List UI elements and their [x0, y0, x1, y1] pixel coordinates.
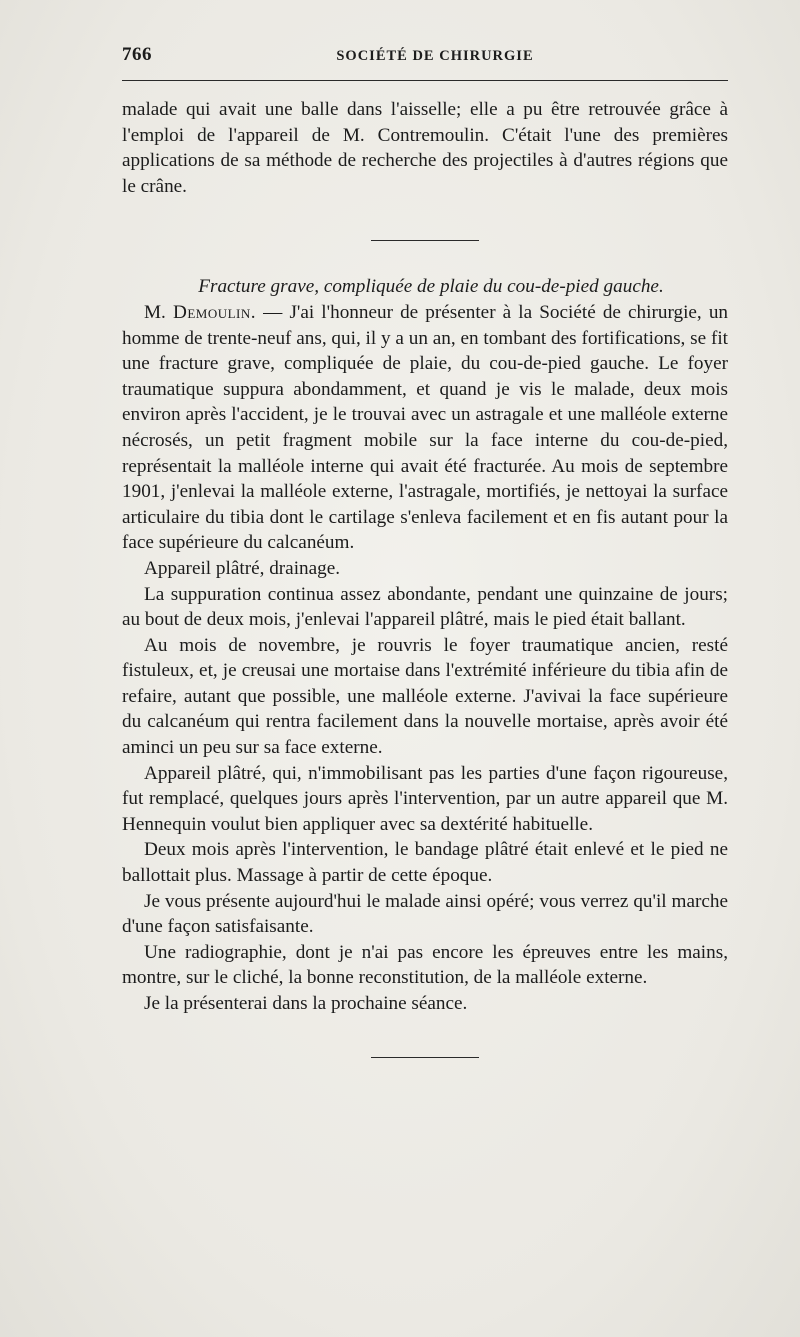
- paragraph-2: Appareil plâtré, drainage.: [144, 557, 341, 579]
- paragraph-1-text: — J'ai l'honneur de présenter à la Société de chirurgie, un homme de trente-neuf ans, qui, il y a un an, en tombant des fortifications, se fit une fracture grave, compliquée de plaie, du cou-de-pied gauche. Le foyer traumatique suppura abondamment, et quand je vis le malade, deux mois environ après l'accident, je le trouvai avec un astragale et une malléole externe nécrosés, un petit fragment mobile sur la face interne du cou-de-pied, représentait la malléole interne qui avait été fracturée. Au mois de septembre 1901, j'enlevai la malléole externe, l'astragale, mortifiés, je nettoyai la surface articulaire du tibia dont le cartilage s'enleva facilement et en fis autant pour la face supérieure du calcanéum.: [122, 301, 729, 554]
- page-number: 766: [122, 44, 152, 65]
- page-header: [122, 40, 728, 70]
- paragraph-6: Deux mois après l'intervention, le bandage plâtré était enlevé et le pied ne ballottait plus. Massage à partir de cette époque.: [122, 839, 728, 887]
- body-text: [122, 97, 728, 1058]
- paragraph-9: Je la présenterai dans la prochaine séance.: [144, 993, 468, 1014]
- speaker-prefix: M.: [144, 301, 166, 323]
- speaker-name: Demoulin.: [172, 301, 257, 323]
- paragraph-1: [122, 300, 728, 556]
- intro-paragraph: malade qui avait une balle dans l'aisselle; elle a pu être retrouvée grâce à l'emploi de l'appareil de M. Contremoulin. C'était l'une des premières applications de sa méthode de recherche des projectiles à d'autres régions que le crâne.: [122, 99, 728, 197]
- paragraph-8: Une radiographie, dont je n'ai pas encore les épreuves entre les mains, montre, sur le cliché, la bonne reconstitution, de la malléole externe.: [122, 941, 728, 989]
- paragraph-5: Appareil plâtré, qui, n'immobilisant pas les parties d'une façon rigoureuse, fut remplacé, quelques jours après l'intervention, par un autre appareil que M. Hennequin voulut bien appliquer avec sa dextérité habituelle.: [122, 762, 728, 835]
- header-rule: [122, 80, 728, 81]
- section-title: Fracture grave, compliquée de plaie du cou-de-pied gauche.: [198, 276, 664, 298]
- paragraph-4: Au mois de novembre, je rouvris le foyer traumatique ancien, resté fistuleux, et, je creusai une mortaise dans l'extrémité inférieure du tibia afin de refaire, autant que possible, une malléole externe. J'avivai la face supérieure du calcanéum qui rentra facilement dans la nouvelle mortaise, après avoir été aminci un peu sur sa face externe.: [122, 634, 728, 759]
- paragraph-7: Je vous présente aujourd'hui le malade ainsi opéré; vous verrez qu'il marche d'une façon satisfaisante.: [122, 890, 728, 938]
- running-title: SOCIÉTÉ DE CHIRURGIE: [336, 48, 534, 64]
- section-separator-top: [371, 240, 479, 241]
- paragraph-3: La suppuration continua assez abondante, pendant une quinzaine de jours; au bout de deux mois, j'enlevai l'appareil plâtré, mais le pied était ballant.: [122, 583, 728, 631]
- section-separator-bottom: [371, 1057, 479, 1058]
